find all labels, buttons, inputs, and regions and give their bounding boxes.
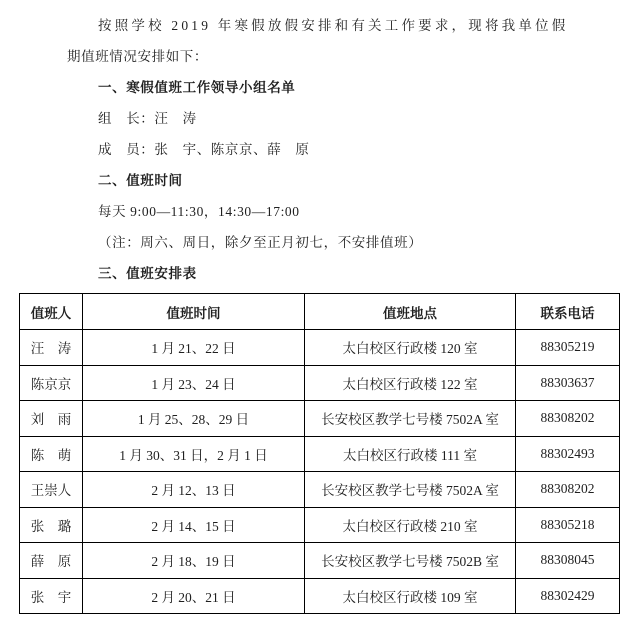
time-cell: 1 月 21、22 日	[83, 330, 305, 366]
table-body	[20, 330, 620, 614]
time-cell: 2 月 14、15 日	[83, 507, 305, 543]
person-cell: 王崇人	[20, 472, 83, 508]
time-cell: 1 月 30、31 日，2 月 1 日	[83, 436, 305, 472]
location-cell: 太白校区行政楼 122 室	[305, 365, 516, 401]
person-cell: 汪 涛	[20, 330, 83, 366]
phone-cell: 88303637	[516, 365, 620, 401]
time-cell: 2 月 12、13 日	[83, 472, 305, 508]
table-row	[20, 472, 620, 508]
column-header-2: 值班地点	[305, 294, 516, 330]
table-row	[20, 330, 620, 366]
table-row	[20, 578, 620, 614]
duty-schedule-table	[19, 293, 620, 614]
members-line: 成 员：张 宇、陈京京、薛 原	[98, 142, 310, 157]
location-cell: 太白校区行政楼 109 室	[305, 578, 516, 614]
phone-cell: 88308045	[516, 543, 620, 579]
section1-heading: 一、寒假值班工作领导小组名单	[98, 80, 296, 95]
column-header-0: 值班人	[20, 294, 83, 330]
leader-line: 组 长：汪 涛	[98, 111, 197, 126]
column-header-1: 值班时间	[83, 294, 305, 330]
location-cell: 太白校区行政楼 111 室	[305, 436, 516, 472]
section2-heading: 二、值班时间	[98, 173, 183, 188]
person-cell: 张 璐	[20, 507, 83, 543]
document-text-block	[67, 10, 597, 289]
duty-note-line: （注：周六、周日，除夕至正月初七，不安排值班）	[98, 235, 423, 250]
table-header-row	[20, 294, 620, 330]
person-cell: 张 宇	[20, 578, 83, 614]
table-row	[20, 436, 620, 472]
person-cell: 刘 雨	[20, 401, 83, 437]
person-cell: 陈京京	[20, 365, 83, 401]
phone-cell: 88305219	[516, 330, 620, 366]
phone-cell: 88308202	[516, 401, 620, 437]
location-cell: 太白校区行政楼 120 室	[305, 330, 516, 366]
table-row	[20, 543, 620, 579]
table-row	[20, 507, 620, 543]
time-cell: 2 月 20、21 日	[83, 578, 305, 614]
location-cell: 长安校区教学七号楼 7502B 室	[305, 543, 516, 579]
phone-cell: 88302493	[516, 436, 620, 472]
column-header-3: 联系电话	[516, 294, 620, 330]
phone-cell: 88305218	[516, 507, 620, 543]
person-cell: 薛 原	[20, 543, 83, 579]
location-cell: 长安校区教学七号楼 7502A 室	[305, 401, 516, 437]
section3-heading: 三、值班安排表	[98, 266, 197, 281]
table-row	[20, 401, 620, 437]
duty-time-line: 每天 9:00—11:30，14:30—17:00	[98, 204, 300, 219]
time-cell: 1 月 25、28、29 日	[83, 401, 305, 437]
table-row	[20, 365, 620, 401]
location-cell: 太白校区行政楼 210 室	[305, 507, 516, 543]
time-cell: 1 月 23、24 日	[83, 365, 305, 401]
time-cell: 2 月 18、19 日	[83, 543, 305, 579]
intro-line-2: 期值班情况安排如下：	[67, 49, 208, 64]
location-cell: 长安校区教学七号楼 7502A 室	[305, 472, 516, 508]
phone-cell: 88302429	[516, 578, 620, 614]
intro-line-1: 按照学校 2019 年寒假放假安排和有关工作要求，现将我单位假	[98, 18, 569, 33]
phone-cell: 88308202	[516, 472, 620, 508]
person-cell: 陈 萌	[20, 436, 83, 472]
